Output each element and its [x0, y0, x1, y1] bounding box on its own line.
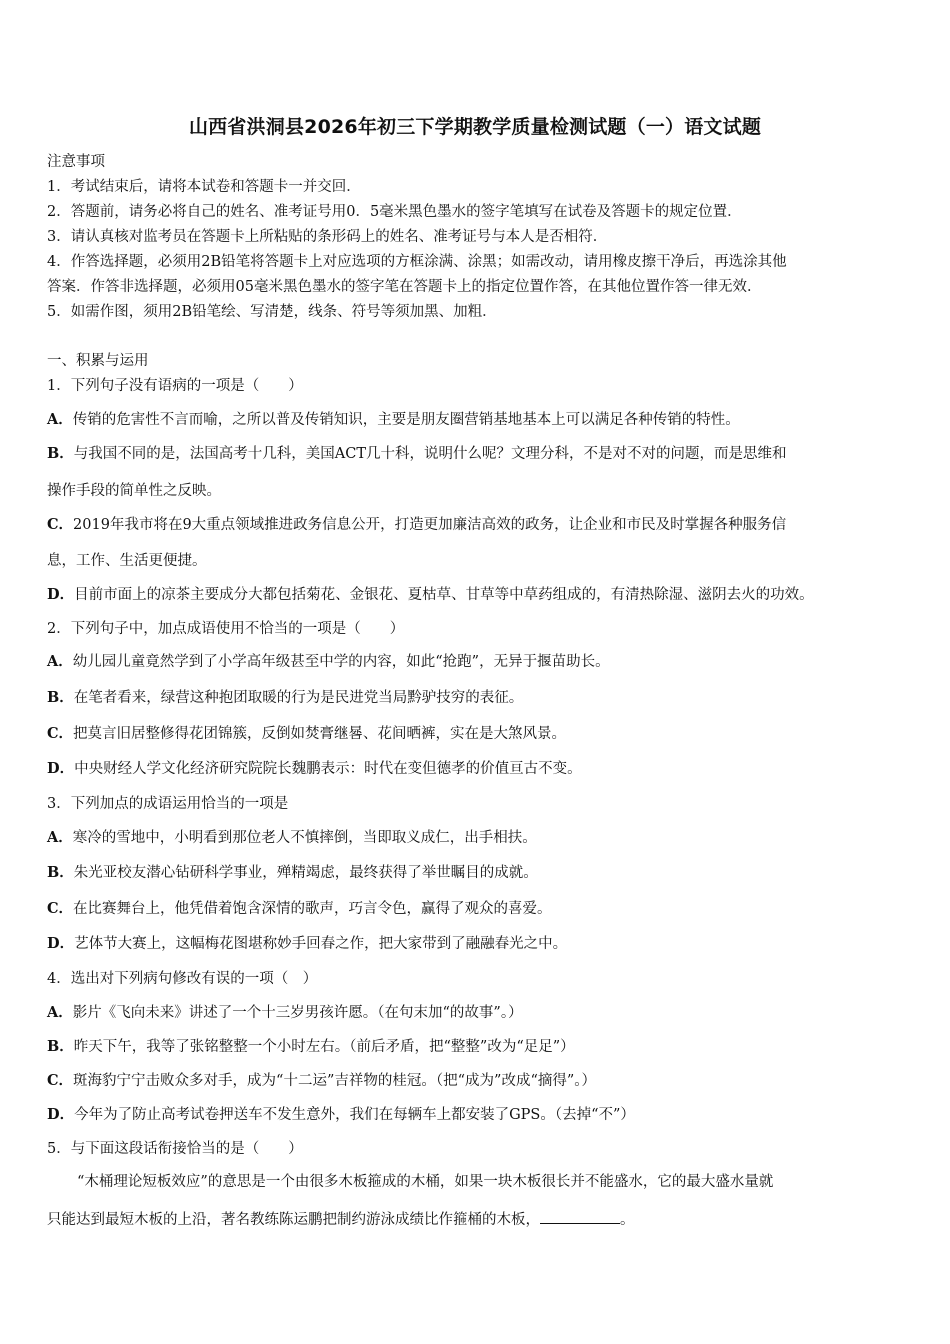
option-text: 艺体节大赛上，这幅梅花图堪称妙手回春之作，把大家带到了融融春光之中。	[74, 936, 568, 952]
passage-line-end	[47, 1209, 910, 1230]
option-text: 目前市面上的凉茶主要成分大都包括菊花、金银花、夏枯草、甘草等中草药组成的，有清热除湿、滋阴去火的功效。	[74, 587, 814, 603]
option-text: 寒冷的雪地中，小明看到那位老人不慎摔倒，当即取义成仁，出手相扶。	[72, 830, 537, 846]
passage-end-punct: 。	[620, 1212, 635, 1228]
option-b	[47, 444, 910, 464]
option-letter: B．	[47, 689, 74, 706]
option-a	[47, 410, 910, 430]
option-letter: C．	[47, 900, 74, 917]
option-letter: A．	[47, 829, 73, 846]
notice-item: 5．如需作图，须用2B铅笔绘、写清楚，线条、符号等须加黑、加粗．	[47, 304, 497, 320]
option-text: 2019年我市将在9大重点领域推进政务信息公开，打造更加廉洁高效的政务，让企业和市民及时掌握各种服务信	[73, 517, 787, 533]
passage-line: “木桶理论短板效应”的意思是一个由很多木板箍成的木桶，如果一块木板很长并不能盛水，它的最大盛水量就	[77, 1174, 774, 1190]
option-a	[47, 1003, 910, 1023]
option-text: 影片《飞向未来》讲述了一个十三岁男孩许愿。（在句末加“的故事”。）	[72, 1005, 523, 1021]
question-stem: 5．与下面这段话衔接恰当的是（ ）	[47, 1141, 303, 1157]
option-letter: C．	[47, 516, 74, 533]
option-b	[47, 688, 910, 708]
option-d	[47, 759, 910, 779]
exam-title: 山西省洪洞县2026年初三下学期教学质量检测试题（一）语文试题	[188, 116, 762, 138]
option-b-continuation: 操作手段的简单性之反映。	[47, 483, 221, 499]
option-d	[47, 585, 910, 605]
notice-item: 2．答题前，请务必将自己的姓名、准考证号用0．5毫米黑色墨水的签字笔填写在试卷及答题卡的规定位置．	[47, 204, 742, 220]
notice-item: 答案．作答非选择题，必须用05毫米黑色墨水的签字笔在答题卡上的指定位置作答，在其他位置作答一律无效．	[47, 279, 762, 295]
option-a	[47, 652, 910, 672]
notice-heading: 注意事项	[47, 154, 105, 170]
option-text: 幼儿园儿童竟然学到了小学高年级甚至中学的内容，如此“抢跑”，无异于揠苗助长。	[72, 654, 610, 670]
option-text: 与我国不同的是，法国高考十几科，美国ACT几十科，说明什么呢？文理分科，不是对不对的问题，而是思维和	[73, 446, 787, 462]
option-letter: C．	[47, 725, 74, 742]
option-text: 在比赛舞台上，他凭借着饱含深情的歌声，巧言令色，赢得了观众的喜爱。	[73, 901, 552, 917]
option-c	[47, 899, 910, 919]
option-letter: D．	[47, 1106, 75, 1123]
option-letter: A．	[47, 1004, 73, 1021]
option-letter: A．	[47, 653, 73, 670]
option-letter: D．	[47, 586, 75, 603]
answer-blank[interactable]	[540, 1209, 620, 1224]
option-b	[47, 1037, 910, 1057]
notice-item: 3．请认真核对监考员在答题卡上所粘贴的条形码上的姓名、准考证号与本人是否相符．	[47, 229, 608, 245]
option-letter: A．	[47, 411, 73, 428]
option-text: 中央财经人学文化经济研究院院长魏鹏表示：时代在变但德孝的价值亘古不变。	[74, 761, 582, 777]
option-text: 传销的危害性不言而喻，之所以普及传销知识，主要是朋友圈营销基地基本上可以满足各种传销的特性。	[72, 412, 740, 428]
option-text: 朱光亚校友潜心钻研科学事业，殚精竭虑，最终获得了举世瞩目的成就。	[73, 865, 538, 881]
option-letter: D．	[47, 760, 75, 777]
section-heading: 一、积累与运用	[47, 353, 149, 369]
option-d	[47, 934, 910, 954]
option-a	[47, 828, 910, 848]
option-letter: B．	[47, 864, 74, 881]
question-stem: 2．下列句子中，加点成语使用不恰当的一项是（ ）	[47, 621, 405, 637]
option-text: 斑海豹宁宁击败众多对手，成为“十二运”吉祥物的桂冠。（把“成为”改成“摘得”。）	[73, 1073, 597, 1089]
option-letter: D．	[47, 935, 75, 952]
option-text: 在笔者看来，绿营这种抱团取暖的行为是民进党当局黔驴技穷的表征。	[73, 690, 524, 706]
notice-item: 4．作答选择题，必须用2B铅笔将答题卡上对应选项的方框涂满、涂黑；如需改动，请用橡皮擦干净后，再选涂其他	[47, 254, 787, 270]
question-stem: 4．选出对下列病句修改有误的一项（ ）	[47, 971, 318, 987]
option-text: 把莫言旧居整修得花团锦簇，反倒如焚膏继晷、花间晒裤，实在是大煞风景。	[73, 726, 567, 742]
option-text: 昨天下午，我等了张铭整整一个小时左右。（前后矛盾，把“整整”改为“足足”）	[73, 1039, 575, 1055]
option-c-continuation: 息，工作、生活更便捷。	[47, 553, 207, 569]
passage-text: 只能达到最短木板的上沿，著名教练陈运鹏把制约游泳成绩比作箍桶的木板，	[47, 1212, 540, 1228]
option-c	[47, 724, 910, 744]
notice-item: 1．考试结束后，请将本试卷和答题卡一并交回．	[47, 179, 361, 195]
option-letter: B．	[47, 1038, 74, 1055]
option-text: 今年为了防止高考试卷押送车不发生意外，我们在每辆车上都安装了GPS。（去掉“不”）	[74, 1107, 635, 1123]
option-b	[47, 863, 910, 883]
option-letter: B．	[47, 445, 74, 462]
option-c	[47, 1071, 910, 1091]
option-d	[47, 1105, 910, 1125]
option-c	[47, 515, 910, 535]
question-stem: 1．下列句子没有语病的一项是（ ）	[47, 378, 303, 394]
question-stem: 3．下列加点的成语运用恰当的一项是	[47, 796, 289, 812]
option-letter: C．	[47, 1072, 74, 1089]
